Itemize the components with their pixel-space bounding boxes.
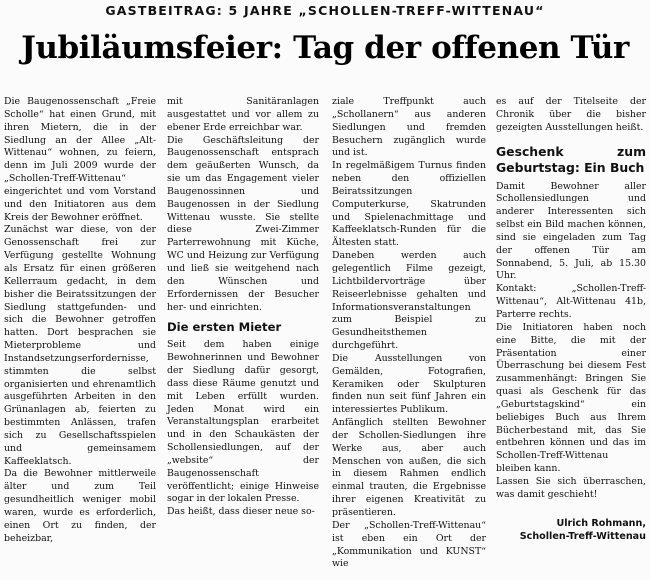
headline: Jubiläumsfeier: Tag der offenen Tür <box>21 30 629 66</box>
subheading-first-tenants: Die ersten Mieter <box>167 320 282 335</box>
column-4 <box>496 96 646 543</box>
paragraph: Der „Schollen-Treff-Wittenau“ ist eben ein Ort der „Kommunikation und KUNST“ wie <box>332 519 486 570</box>
paragraph: Anfänglich stellten Bewohner der Schollen-Siedlungen ihre Werke aus, aber auch Menschen von außen, die sich in diesem Rahmen endlich einmal trauten, die Ergebnisse ihrer eigenen Kreativität zu präsentieren. <box>332 417 486 518</box>
paragraph: ziale Treffpunkt auch „Schollanern“ aus anderen Siedlungen und fremden Besuchern zugänglich wurde und ist. <box>332 96 486 159</box>
paragraph: mit Sanitäranlagen ausgestattet und vor allem zu ebener Erde erreichbar war. <box>167 96 319 133</box>
column-3 <box>332 96 486 571</box>
column-2 <box>167 96 319 519</box>
paragraph: Die Baugenossenschaft „Freie Scholle“ hat einen Grund, mit ihren Mietern, die in der Siedlung an der Allee „Alt-Wittenau“ wohnen, zu feiern, denn im Juli 2009 wurde der „Schollen-Treff-Wittenau“ eingerichtet und vom Vorstand und den Initiatoren aus dem Kreis der Bewohner eröffnet. <box>4 96 156 223</box>
paragraph: Das heißt, dass dieser neue so- <box>167 506 315 518</box>
paragraph: Die Ausstellungen von Gemälden, Fotografien, Keramiken oder Skulpturen finden nun seit fünf Jahren ein interessiertes Publikum. <box>332 352 486 416</box>
paragraph: es auf der Titelseite der Chronik über die bisher gezeigten Ausstellungen heißt. <box>496 96 646 133</box>
paragraph: Die Initiatoren haben noch eine Bitte, die mit der Präsentation einer Überraschung bei diesem Fest zusammenhängt: Bringen Sie quasi als Geschenk für das „Geburtstagskind“ ein beliebiges Buch aus Ihrem Bücherbestand mit, das Sie entbehren können und das im Schollen-Treff-Wittenau bleiben kann. <box>496 321 646 475</box>
paragraph: Damit Bewohner aller Schollensiedlungen und anderer Interessenten sich selbst ein Bild machen können, sind sie eingeladen zum Tag der offenen Tür am Sonnabend, 5. Juli, ab 15.30 Uhr. <box>496 180 646 282</box>
author-organization: Schollen-Treff-Wittenau <box>519 530 646 542</box>
paragraph: Seit dem haben einige Bewohnerinnen und Bewohner der Siedlung dafür gesorgt, dass diese Räume genutzt und mit Leben erfüllt wurden. Jeden Monat wird ein Veranstaltungsplan erarbeitet und in den Schaukästen der Schollensiedlungen, auf der „website“ der Baugenossenschaft veröffentlicht; einige Hinweise sogar in der lokalen Presse. <box>167 339 319 505</box>
paragraph: Zunächst war diese, von der Genossenschaft frei zur Verfügung gestellte Wohnung als Ersatz für einen größeren Kellerraum gedacht, in dem bisher die Beiratssitzungen der Siedlung stattgefunden- und sich die Bewohner getroffen hatten. Dort besprachen sie Mieterprobleme und Instandsetzungserfordernisse, stimmten die selbst organisierten und ehrenamtlich ausgeführten Arbeiten in den Grünanlagen ab, feierten zu bestimmten Anlässen, trafen sich zu Gesellschaftsspielen und gemeinsamem Kaffeeklatsch. <box>4 224 156 467</box>
paragraph: Die Geschäftsleitung der Baugenossenschaft entsprach dem geäußerten Wunsch, da sie um das Engagement vieler Baugenossinnen und Baugenossen in der Siedlung Wittenau wusste. Sie stellte diese Zwei-Zimmer Parterrewohnung mit Küche, WC und Heizung zur Verfügung und ließ sie weitgehend nach den Wünschen und Erfordernissen der Besucher her- und einrichten. <box>167 134 319 313</box>
paragraph: In regelmäßigem Turnus finden neben den offiziellen Beiratssitzungen Computerkurse, Skatrunden und Spielenachmittage und Kaffeeklatsch-Runden für die Ältesten statt. <box>332 160 486 249</box>
paragraph: Da die Bewohner mittlerweile älter und zum Teil gesundheitlich weniger mobil waren, wurde es erforderlich, einen Ort zu finden, der beheizbar, <box>4 468 156 544</box>
subheading-birthday-gift: Geschenk zum Geburtstag: Ein Buch <box>496 143 646 176</box>
paragraph: Kontakt: „Schollen-Treff-Wittenau“, Alt-Wittenau 41b, Parterre rechts. <box>496 283 646 320</box>
column-1 <box>4 96 156 546</box>
author-name: Ulrich Rohmann, <box>556 517 646 529</box>
paragraph: Daneben werden auch gelegentlich Filme gezeigt, Lichtbildervorträge über Reiseerlebnisse gehalten und Informationsveranstaltungen zum Beispiel zu Gesundheitsthemen durchgeführt. <box>332 250 486 352</box>
paragraph: Lassen Sie sich überraschen, was damit geschieht! <box>496 475 646 500</box>
author-byline <box>496 517 646 543</box>
kicker-line: GASTBEITRAG: 5 JAHRE „SCHOLLEN-TREFF-WITTENAU“ <box>105 3 545 18</box>
